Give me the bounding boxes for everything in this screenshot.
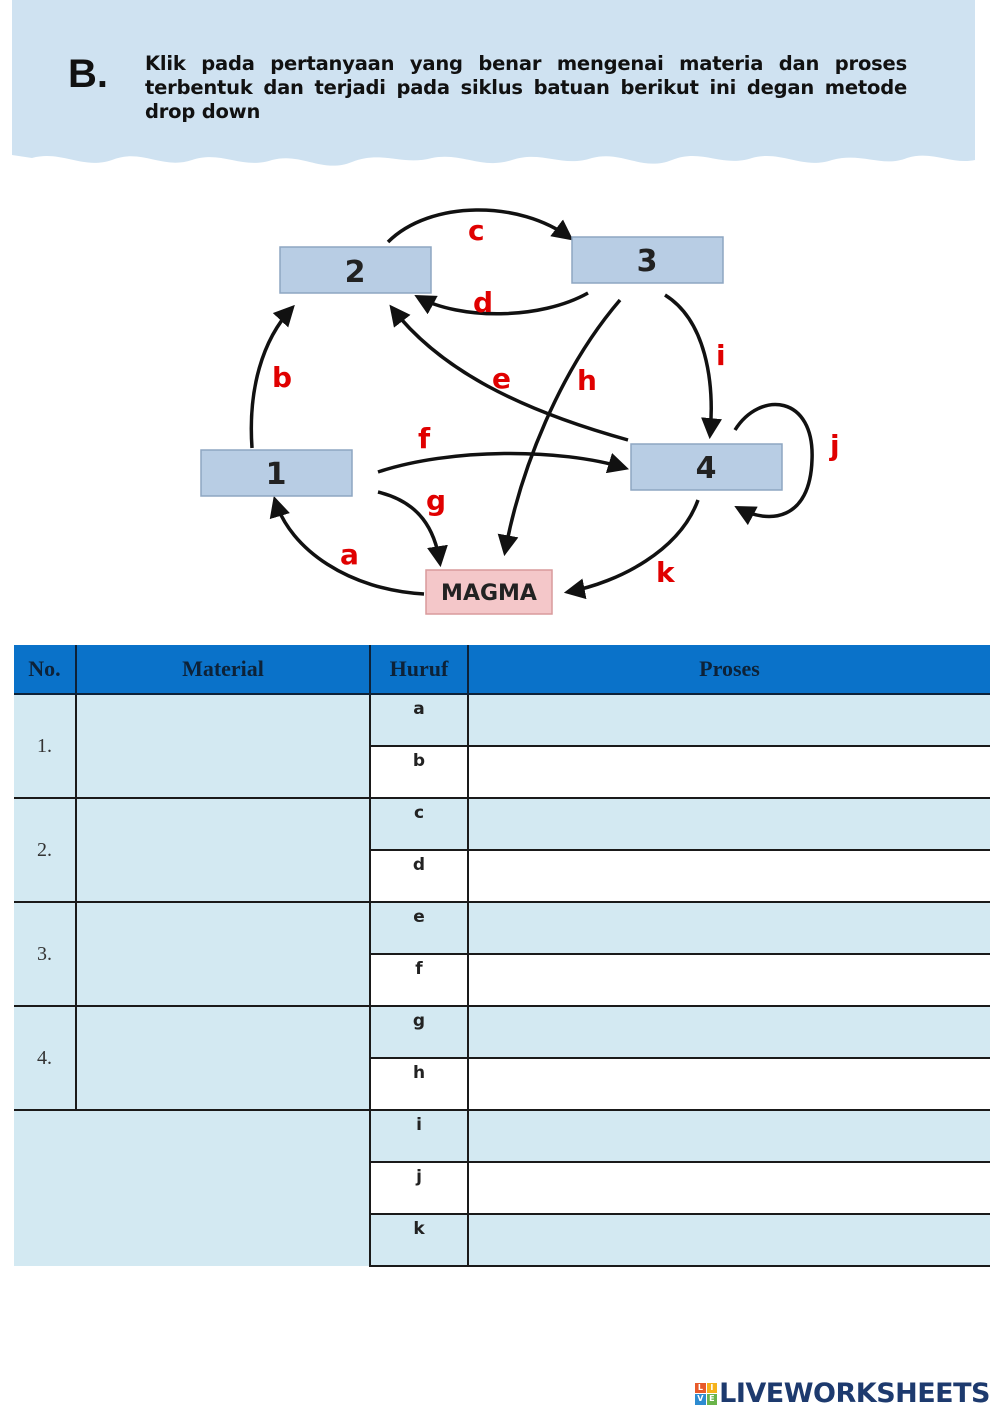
letter-cell: d [370, 850, 468, 902]
proses-dropdown-d[interactable] [468, 850, 990, 902]
header-material: Material [76, 645, 370, 694]
answer-table [14, 645, 990, 1267]
brand-text: LIVEWORKSHEETS [719, 1378, 990, 1409]
edge-label-f: f [418, 422, 431, 455]
letter-cell: b [370, 746, 468, 798]
node-1 [201, 450, 352, 496]
table-row [14, 902, 990, 954]
proses-dropdown-g[interactable] [468, 1006, 990, 1058]
material-dropdown-2[interactable] [76, 798, 370, 902]
svg-text:3: 3 [636, 244, 658, 279]
letter-cell: g [370, 1006, 468, 1058]
proses-dropdown-j[interactable] [468, 1162, 990, 1214]
edge-label-h: h [577, 364, 597, 397]
material-dropdown-4[interactable] [76, 1006, 370, 1110]
proses-dropdown-e[interactable] [468, 902, 990, 954]
edge-label-g: g [426, 484, 447, 517]
section-letter: B. [68, 52, 108, 96]
arrow-d [418, 293, 588, 314]
svg-text:1: 1 [265, 457, 287, 492]
table-row [14, 1006, 990, 1058]
edge-label-j: j [830, 429, 840, 462]
header-huruf: Huruf [370, 645, 468, 694]
proses-dropdown-f[interactable] [468, 954, 990, 1006]
edge-label-b: b [272, 361, 293, 394]
letter-cell: e [370, 902, 468, 954]
proses-dropdown-h[interactable] [468, 1058, 990, 1110]
letter-cell: f [370, 954, 468, 1006]
header-proses: Proses [468, 645, 990, 694]
arrow-i [665, 295, 711, 435]
material-dropdown-1[interactable] [76, 694, 370, 798]
rock-cycle-diagram [0, 190, 1000, 630]
row-number: 1. [14, 694, 76, 798]
node-3 [572, 237, 723, 283]
arrow-f [378, 453, 625, 472]
proses-dropdown-c[interactable] [468, 798, 990, 850]
edge-label-d: d [473, 286, 494, 319]
svg-text:4: 4 [695, 451, 717, 486]
edge-label-a: a [340, 538, 359, 571]
edge-label-c: c [468, 214, 485, 247]
liveworksheets-logo [695, 1378, 990, 1409]
node-magma [426, 570, 552, 614]
letter-cell: a [370, 694, 468, 746]
table-row [14, 694, 990, 746]
svg-text:2: 2 [344, 255, 366, 290]
edge-label-i: i [716, 339, 726, 372]
instruction-text: Klik pada pertanyaan yang benar mengenai materia dan proses terbentuk dan terjadi pada siklus batuan berikut ini degan metode drop down [145, 52, 907, 123]
letter-cell: h [370, 1058, 468, 1110]
letter-cell: k [370, 1214, 468, 1266]
table-header-row [14, 645, 990, 694]
row-number: 4. [14, 1006, 76, 1110]
node-2 [280, 247, 431, 293]
material-dropdown-3[interactable] [76, 902, 370, 1006]
proses-dropdown-k[interactable] [468, 1214, 990, 1266]
proses-dropdown-i[interactable] [468, 1110, 990, 1162]
table-row [14, 798, 990, 850]
liveworksheets-icon: L I V E [695, 1383, 717, 1405]
node-4 [631, 444, 782, 490]
header-no: No. [14, 645, 76, 694]
empty-merged-cell [14, 1110, 370, 1266]
row-number: 3. [14, 902, 76, 1006]
letter-cell: j [370, 1162, 468, 1214]
proses-dropdown-b[interactable] [468, 746, 990, 798]
edge-label-e: e [492, 362, 511, 395]
table-row [14, 1110, 990, 1162]
letter-cell: i [370, 1110, 468, 1162]
arrow-h [505, 300, 620, 552]
arrow-k [568, 500, 698, 592]
letter-cell: c [370, 798, 468, 850]
row-number: 2. [14, 798, 76, 902]
svg-text:MAGMA: MAGMA [441, 581, 537, 606]
proses-dropdown-a[interactable] [468, 694, 990, 746]
edge-label-k: k [656, 556, 675, 589]
